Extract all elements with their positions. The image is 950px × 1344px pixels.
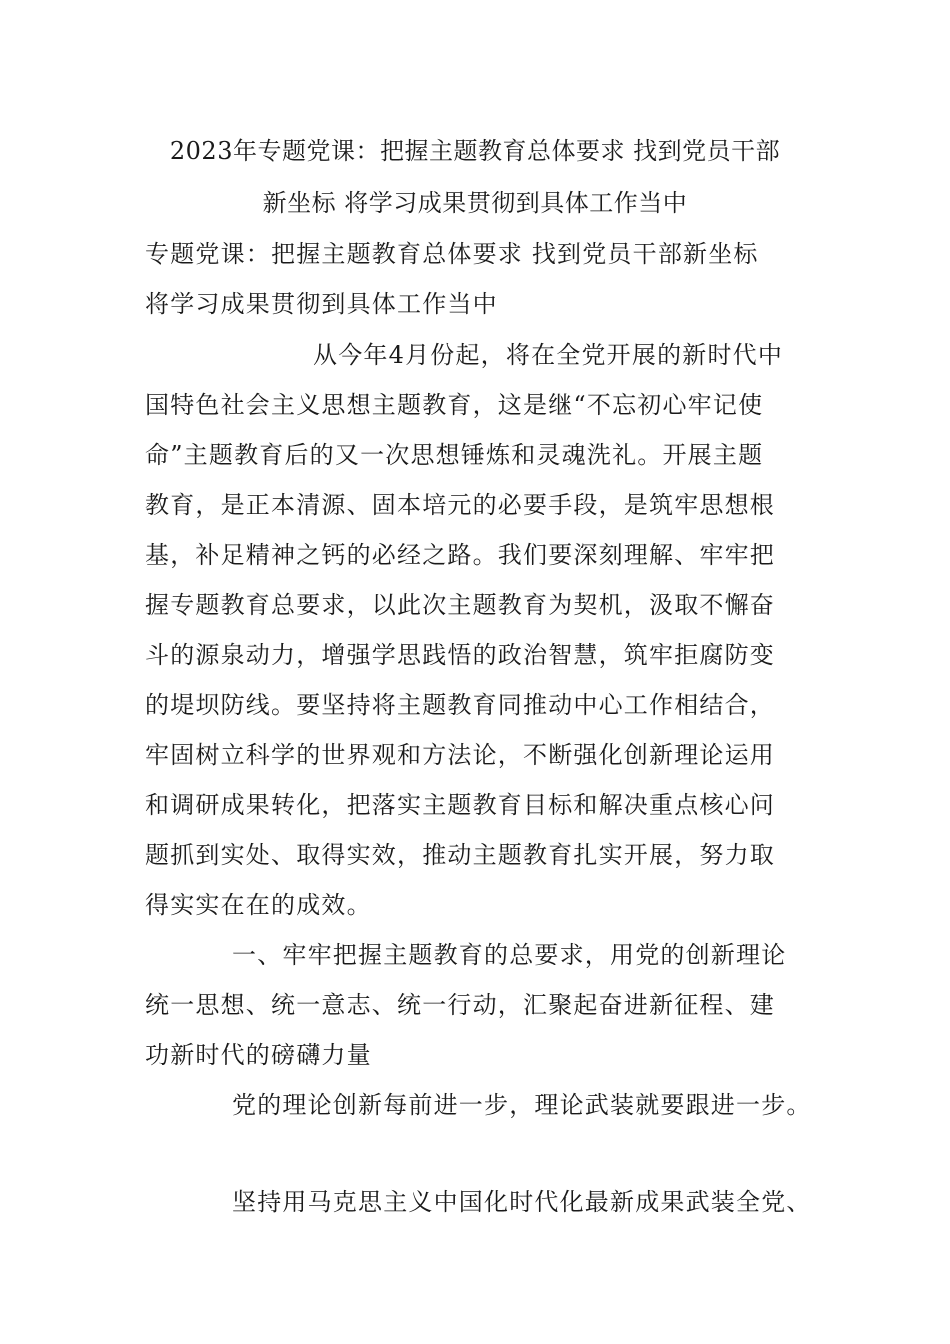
subtitle-line-2: 将学习成果贯彻到具体工作当中 — [145, 290, 498, 318]
paragraph-1-line-1: 从今年4月份起，将在全党开展的新时代中 — [313, 341, 784, 369]
section-1-heading-line-3: 功新时代的磅礴力量 — [145, 1041, 372, 1069]
paragraph-1-line-4: 教育，是正本清源、固本培元的必要手段，是筑牢思想根 — [145, 491, 775, 519]
paragraph-1-line-5: 基，补足精神之钙的必经之路。我们要深刻理解、牢牢把 — [145, 541, 775, 569]
document-title-line-2: 新坐标 将学习成果贯彻到具体工作当中 — [262, 189, 688, 217]
paragraph-1-line-10: 和调研成果转化，把落实主题教育目标和解决重点核心问 — [145, 791, 775, 819]
paragraph-1-line-11: 题抓到实处、取得实效，推动主题教育扎实开展，努力取 — [145, 841, 775, 869]
paragraph-2-line-1: 党的理论创新每前进一步，理论武装就要跟进一步。 — [232, 1091, 812, 1119]
paragraph-1-line-6: 握专题教育总要求，以此次主题教育为契机，汲取不懈奋 — [145, 591, 775, 619]
paragraph-3-line-1: 坚持用马克思主义中国化时代化最新成果武装全党、 — [232, 1188, 812, 1216]
paragraph-1-line-7: 斗的源泉动力，增强学思践悟的政治智慧，筑牢拒腐防变 — [145, 641, 775, 669]
paragraph-1-line-3: 命”主题教育后的又一次思想锤炼和灵魂洗礼。开展主题 — [145, 441, 764, 469]
document-title-line-1: 2023年专题党课：把握主题教育总体要求 找到党员干部 — [169, 137, 781, 165]
paragraph-1-line-2: 国特色社会主义思想主题教育，这是继“不忘初心牢记使 — [145, 391, 764, 419]
subtitle-line-1: 专题党课：把握主题教育总体要求 找到党员干部新坐标 — [145, 240, 759, 268]
paragraph-1-line-12: 得实实在在的成效。 — [145, 891, 372, 919]
paragraph-1-line-9: 牢固树立科学的世界观和方法论，不断强化创新理论运用 — [145, 741, 775, 769]
section-1-heading-line-2: 统一思想、统一意志、统一行动，汇聚起奋进新征程、建 — [145, 991, 775, 1019]
section-1-heading-line-1: 一、牢牢把握主题教育的总要求，用党的创新理论 — [232, 941, 787, 969]
paragraph-1-line-8: 的堤坝防线。要坚持将主题教育同推动中心工作相结合， — [145, 691, 775, 719]
